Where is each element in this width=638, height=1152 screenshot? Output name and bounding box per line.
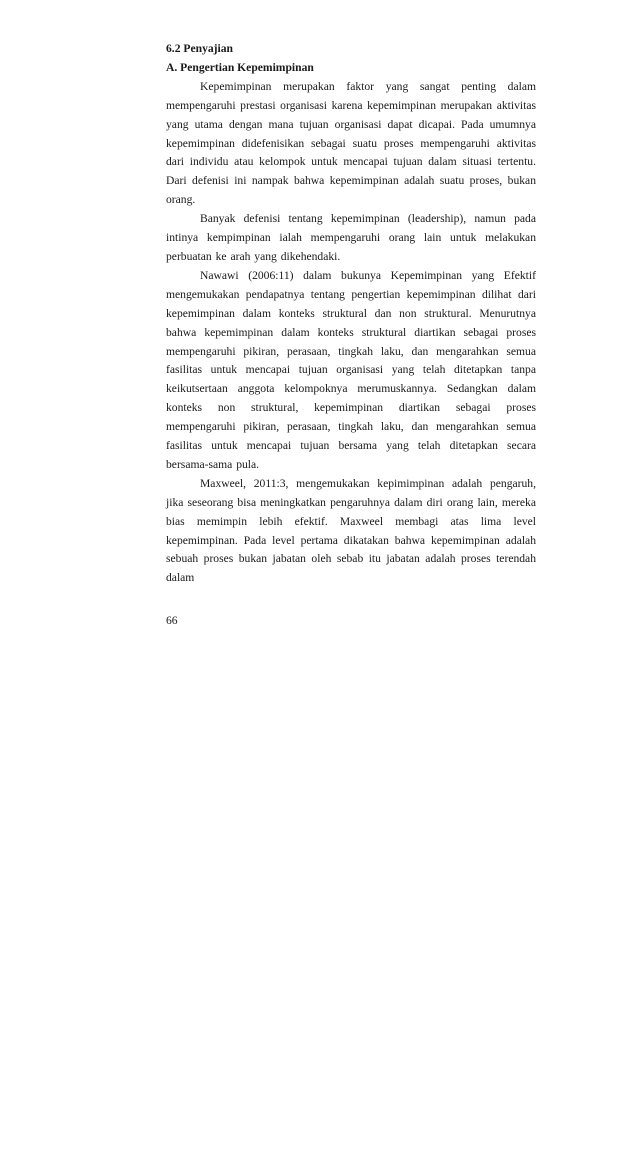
paragraph-nawawi: Nawawi (2006:11) dalam bukunya Kepemimpinan yang Efektif mengemukakan pendapatnya tentang pengertian kepemimpinan dilihat dari kepemimpinan dalam konteks struktural dan non struktural. Menurutnya bahwa kepemimpinan dalam konteks struktural diartikan sebagai proses mempengaruhi pikiran, perasaan, tingkah laku, dan mengarahkan semua fasilitas untuk mencapai tujuan organisasi yang telah ditetapkan tanpa keikutsertaan anggota kelompoknya merumuskannya. Sedangkan dalam konteks non struktural, kepemimpinan diartikan sebagai proses mempengaruhi pikiran, perasaan, tingkah laku, dan mengarahkan semua fasilitas untuk mencapai tujuan bersama yang telah ditetapkan secara bersama-sama pula.	[166, 268, 536, 471]
paragraph-leadership-definitions: Banyak defenisi tentang kepemimpinan (leadership), namun pada intinya kempimpinan ialah mempengaruhi orang lain untuk melakukan perbuatan ke arah yang dikehendaki.	[166, 212, 536, 263]
document-page	[166, 40, 536, 588]
paragraph-maxweel: Maxweel, 2011:3, mengemukakan kepimimpinan adalah pengaruh, jika seseorang bisa meningkatkan pengaruhnya dalam diri orang lain, mereka bias memimpin lebih efektif. Maxweel membagi atas lima level kepemimpinan. Pada level pertama dikatakan bahwa kepemimpinan adalah sebuah proses bukan jabatan oleh sebab itu jabatan adalah proses terendah dalam	[166, 476, 536, 585]
subsection-heading: A. Pengertian Kepemimpinan	[166, 60, 314, 74]
paragraph-leadership-importance: Kepemimpinan merupakan faktor yang sangat penting dalam mempengaruhi prestasi organisasi karena kepemimpinan merupakan aktivitas yang utama dengan mana tujuan organisasi dapat dicapai. Pada umumnya kepemimpinan didefenisikan sebagai suatu proses mempengaruhi aktivitas dari individu atau kelompok untuk mencapai tujuan dalam situasi tertentu. Dari defenisi ini nampak bahwa kepemimpinan adalah suatu proses, bukan orang.	[166, 79, 536, 207]
section-heading: 6.2 Penyajian	[166, 42, 233, 55]
page-number: 66	[166, 614, 178, 627]
